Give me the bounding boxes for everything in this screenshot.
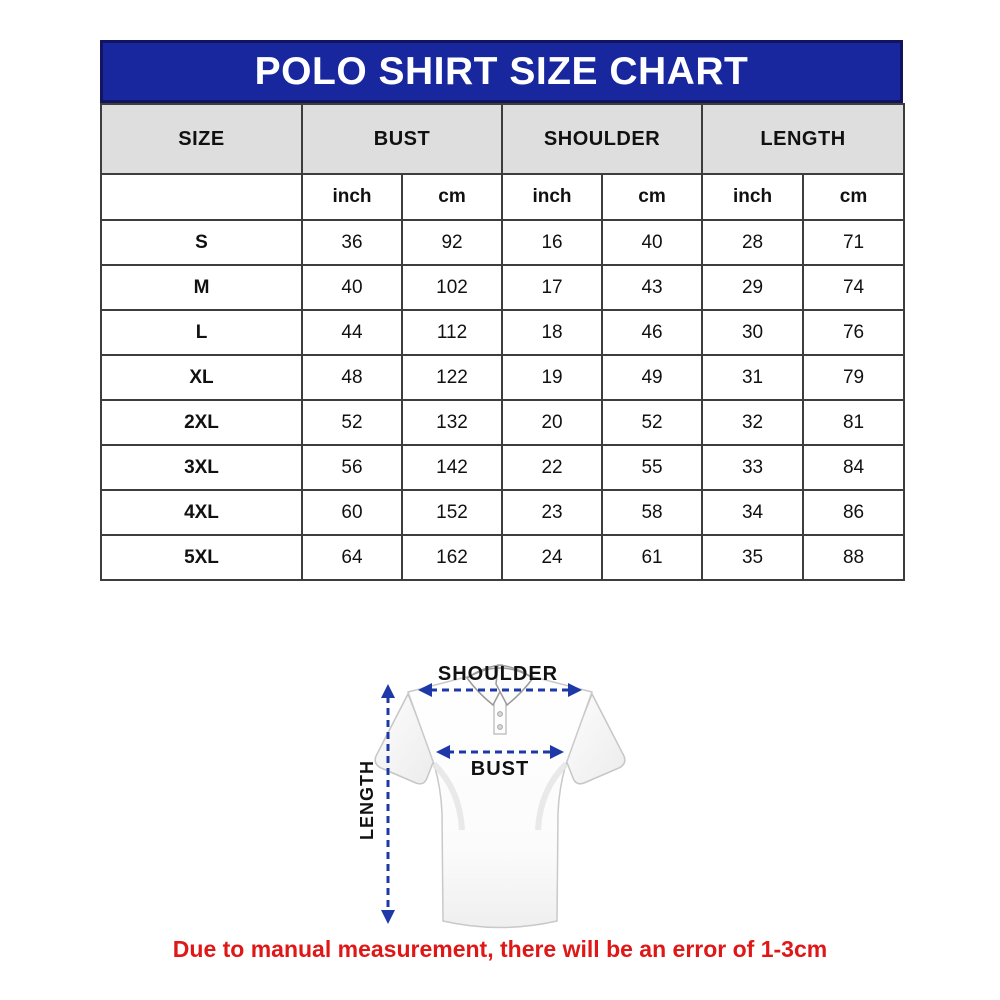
table-row xyxy=(101,355,904,400)
table-cell: 33 xyxy=(702,445,803,490)
table-cell: 18 xyxy=(502,310,602,355)
table-cell: 56 xyxy=(302,445,402,490)
table-cell: 86 xyxy=(803,490,904,535)
table-cell: 36 xyxy=(302,220,402,265)
table-cell: 49 xyxy=(602,355,702,400)
unit-header-shoulder-cm: cm xyxy=(602,174,702,220)
column-header-size: SIZE xyxy=(101,104,302,174)
table-cell: 34 xyxy=(702,490,803,535)
polo-shirt-graphic xyxy=(375,665,625,928)
table-cell: 52 xyxy=(302,400,402,445)
table-cell: 79 xyxy=(803,355,904,400)
unit-header-bust-inch: inch xyxy=(302,174,402,220)
table-cell: 52 xyxy=(602,400,702,445)
table-row xyxy=(101,310,904,355)
table-cell: 22 xyxy=(502,445,602,490)
unit-header-empty xyxy=(101,174,302,220)
table-cell: 31 xyxy=(702,355,803,400)
table-cell: 152 xyxy=(402,490,502,535)
table-cell: 74 xyxy=(803,265,904,310)
table-cell: 55 xyxy=(602,445,702,490)
size-label: 5XL xyxy=(101,535,302,580)
table-header-row xyxy=(101,104,904,174)
table-cell: 71 xyxy=(803,220,904,265)
table-cell: 35 xyxy=(702,535,803,580)
table-cell: 60 xyxy=(302,490,402,535)
table-cell: 17 xyxy=(502,265,602,310)
size-label: S xyxy=(101,220,302,265)
table-row xyxy=(101,490,904,535)
chart-title-bar xyxy=(100,40,903,103)
page-title: POLO SHIRT SIZE CHART xyxy=(254,49,749,93)
table-cell: 40 xyxy=(602,220,702,265)
table-cell: 40 xyxy=(302,265,402,310)
table-cell: 58 xyxy=(602,490,702,535)
table-cell: 44 xyxy=(302,310,402,355)
button-icon xyxy=(498,712,503,717)
table-cell: 84 xyxy=(803,445,904,490)
shoulder-measure-label: SHOULDER xyxy=(437,663,559,685)
table-cell: 88 xyxy=(803,535,904,580)
measurement-diagram xyxy=(348,638,672,942)
table-cell: 76 xyxy=(803,310,904,355)
table-cell: 46 xyxy=(602,310,702,355)
measurement-error-note: Due to manual measurement, there will be an error of 1-3cm xyxy=(172,936,828,962)
size-label: 4XL xyxy=(101,490,302,535)
length-arrow xyxy=(381,684,395,924)
table-cell: 142 xyxy=(402,445,502,490)
table-cell: 64 xyxy=(302,535,402,580)
table-cell: 132 xyxy=(402,400,502,445)
size-chart-table xyxy=(100,103,905,581)
size-label: L xyxy=(101,310,302,355)
unit-header-shoulder-inch: inch xyxy=(502,174,602,220)
table-cell: 122 xyxy=(402,355,502,400)
column-header-shoulder: SHOULDER xyxy=(502,104,702,174)
table-cell: 30 xyxy=(702,310,803,355)
size-label: XL xyxy=(101,355,302,400)
table-cell: 28 xyxy=(702,220,803,265)
unit-header-bust-cm: cm xyxy=(402,174,502,220)
table-cell: 19 xyxy=(502,355,602,400)
size-label: M xyxy=(101,265,302,310)
table-cell: 92 xyxy=(402,220,502,265)
size-label: 3XL xyxy=(101,445,302,490)
table-cell: 24 xyxy=(502,535,602,580)
table-cell: 102 xyxy=(402,265,502,310)
table-cell: 23 xyxy=(502,490,602,535)
table-row xyxy=(101,445,904,490)
table-cell: 61 xyxy=(602,535,702,580)
table-cell: 16 xyxy=(502,220,602,265)
table-cell: 20 xyxy=(502,400,602,445)
size-label: 2XL xyxy=(101,400,302,445)
column-header-length: LENGTH xyxy=(702,104,904,174)
table-row xyxy=(101,535,904,580)
length-measure-label: LENGTH xyxy=(357,760,377,840)
table-cell: 112 xyxy=(402,310,502,355)
table-cell: 32 xyxy=(702,400,803,445)
table-row xyxy=(101,265,904,310)
table-cell: 162 xyxy=(402,535,502,580)
unit-header-row xyxy=(101,174,904,220)
table-row xyxy=(101,220,904,265)
table-row xyxy=(101,400,904,445)
button-icon xyxy=(498,725,503,730)
unit-header-length-cm: cm xyxy=(803,174,904,220)
bust-measure-label: BUST xyxy=(470,758,530,780)
table-cell: 29 xyxy=(702,265,803,310)
table-cell: 48 xyxy=(302,355,402,400)
table-cell: 43 xyxy=(602,265,702,310)
unit-header-length-inch: inch xyxy=(702,174,803,220)
table-cell: 81 xyxy=(803,400,904,445)
column-header-bust: BUST xyxy=(302,104,502,174)
